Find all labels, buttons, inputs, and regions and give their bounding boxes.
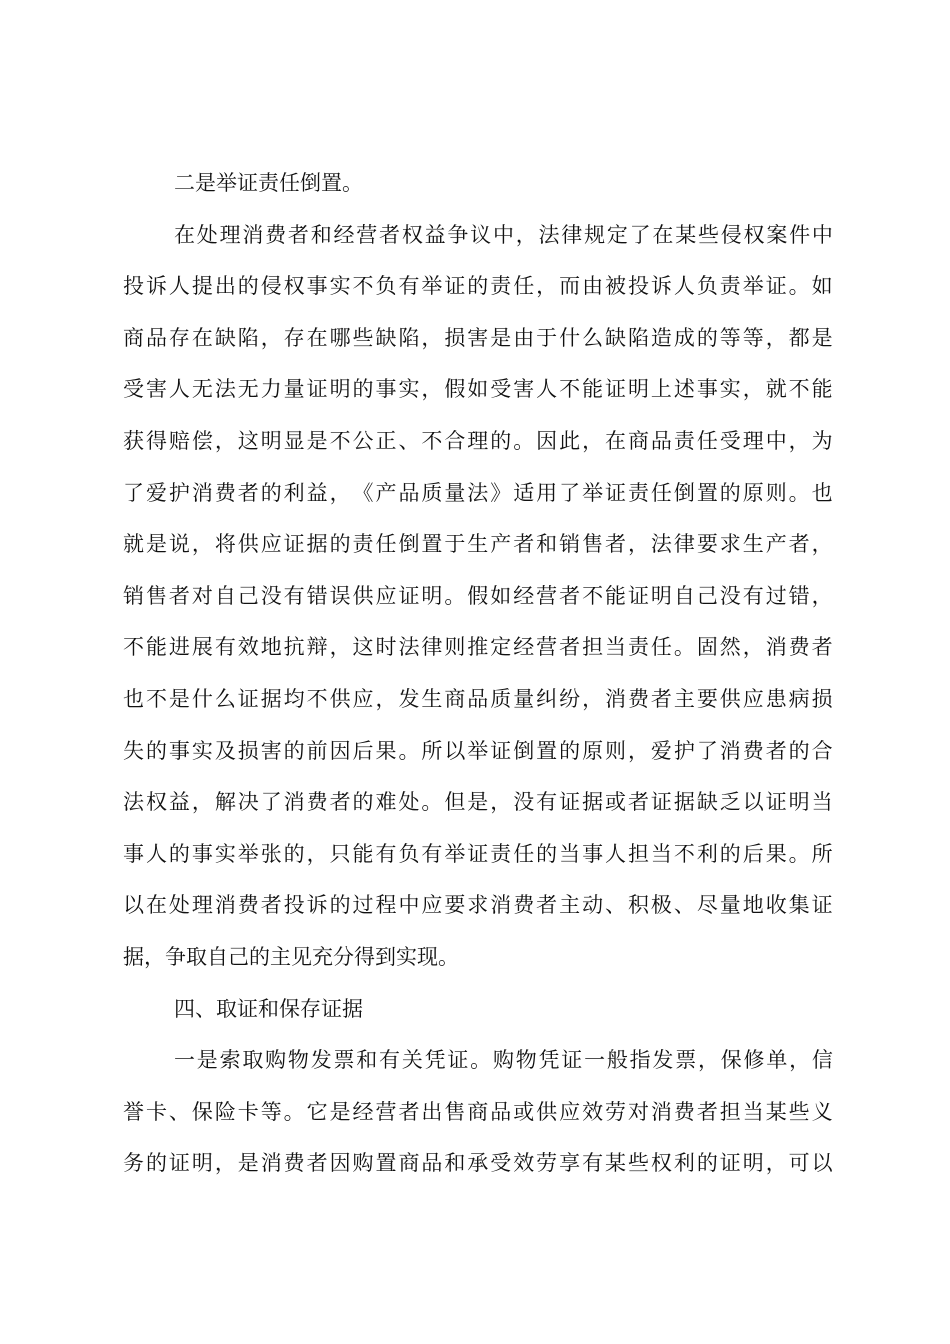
text-line: 失 的 事 实 及 损 害 的 前 因 后 果 。 所 以 举 证 倒 置 的 原 则 ， 爱 护 了 消 费 者 的 合 xyxy=(123,738,833,763)
text-line: 一 是 索 取 购 物 发 票 和 有 关 凭 证 。 购 物 凭 证 一 般 指 发 票 ， 保 修 单 ， 信 xyxy=(174,1048,833,1073)
document-body xyxy=(123,158,833,1190)
text-line: 了 爱 护 消 费 者 的 利 益 ， 《 产 品 质 量 法 》 适 用 了 举 证 责 任 倒 置 的 原 则 。 也 xyxy=(123,480,833,505)
text-line: 以 在 处 理 消 费 者 投 诉 的 过 程 中 应 要 求 消 费 者 主 动 、 积 极 、 尽 量 地 收 集 证 xyxy=(123,893,833,918)
text-line: 投 诉 人 提 出 的 侵 权 事 实 不 负 有 举 证 的 责 任 ， 而 由 被 投 诉 人 负 责 举 证 。 如 xyxy=(123,274,833,299)
text-line: 二是举证责任倒置。 xyxy=(174,171,363,195)
text-line: 销 售 者 对 自 己 没 有 错 误 供 应 证 明 。 假 如 经 营 者 不 能 证 明 自 己 没 有 过 错 ， xyxy=(123,583,833,608)
text-line: 据，争取自己的主见充分得到实现。 xyxy=(123,944,459,969)
text-line: 就 是 说 ， 将 供 应 证 据 的 责 任 倒 置 于 生 产 者 和 销 售 者 ， 法 律 要 求 生 产 者 ， xyxy=(123,532,833,557)
text-line: 事 人 的 事 实 举 张 的 ， 只 能 有 负 有 举 证 责 任 的 当 事 人 担 当 不 利 的 后 果 。 所 xyxy=(123,841,833,866)
text-line: 获 得 赔 偿 ， 这 明 显 是 不 公 正 、 不 合 理 的 。 因 此 ， 在 商 品 责 任 受 理 中 ， 为 xyxy=(123,428,833,453)
text-line: 四、取证和保存证据 xyxy=(174,996,363,1021)
text-line: 誉 卡 、 保 险 卡 等 。 它 是 经 营 者 出 售 商 品 或 供 应 效 劳 对 消 费 者 担 当 某 些 义 xyxy=(123,1099,833,1124)
text-line: 在 处 理 消 费 者 和 经 营 者 权 益 争 议 中 ， 法 律 规 定 了 在 某 些 侵 权 案 件 中 xyxy=(174,222,833,247)
text-line: 商 品 存 在 缺 陷 ， 存 在 哪 些 缺 陷 ， 损 害 是 由 于 什 么 缺 陷 造 成 的 等 等 ， 都 是 xyxy=(123,325,833,350)
text-line: 也 不 是 什 么 证 据 均 不 供 应 ， 发 生 商 品 质 量 纠 纷 ， 消 费 者 主 要 供 应 患 病 损 xyxy=(123,686,833,711)
text-line: 法 权 益 ， 解 决 了 消 费 者 的 难 处 。 但 是 ， 没 有 证 据 或 者 证 据 缺 乏 以 证 明 当 xyxy=(123,790,833,815)
text-line: 受 害 人 无 法 无 力 量 证 明 的 事 实 ， 假 如 受 害 人 不 能 证 明 上 述 事 实 ， 就 不 能 xyxy=(123,377,833,402)
text-line: 不 能 进 展 有 效 地 抗 辩 ， 这 时 法 律 则 推 定 经 营 者 担 当 责 任 。 固 然 ， 消 费 者 xyxy=(123,635,833,660)
text-line: 务 的 证 明 ， 是 消 费 者 因 购 置 商 品 和 承 受 效 劳 享 有 某 些 权 利 的 证 明 ， 可 以 xyxy=(123,1151,833,1176)
